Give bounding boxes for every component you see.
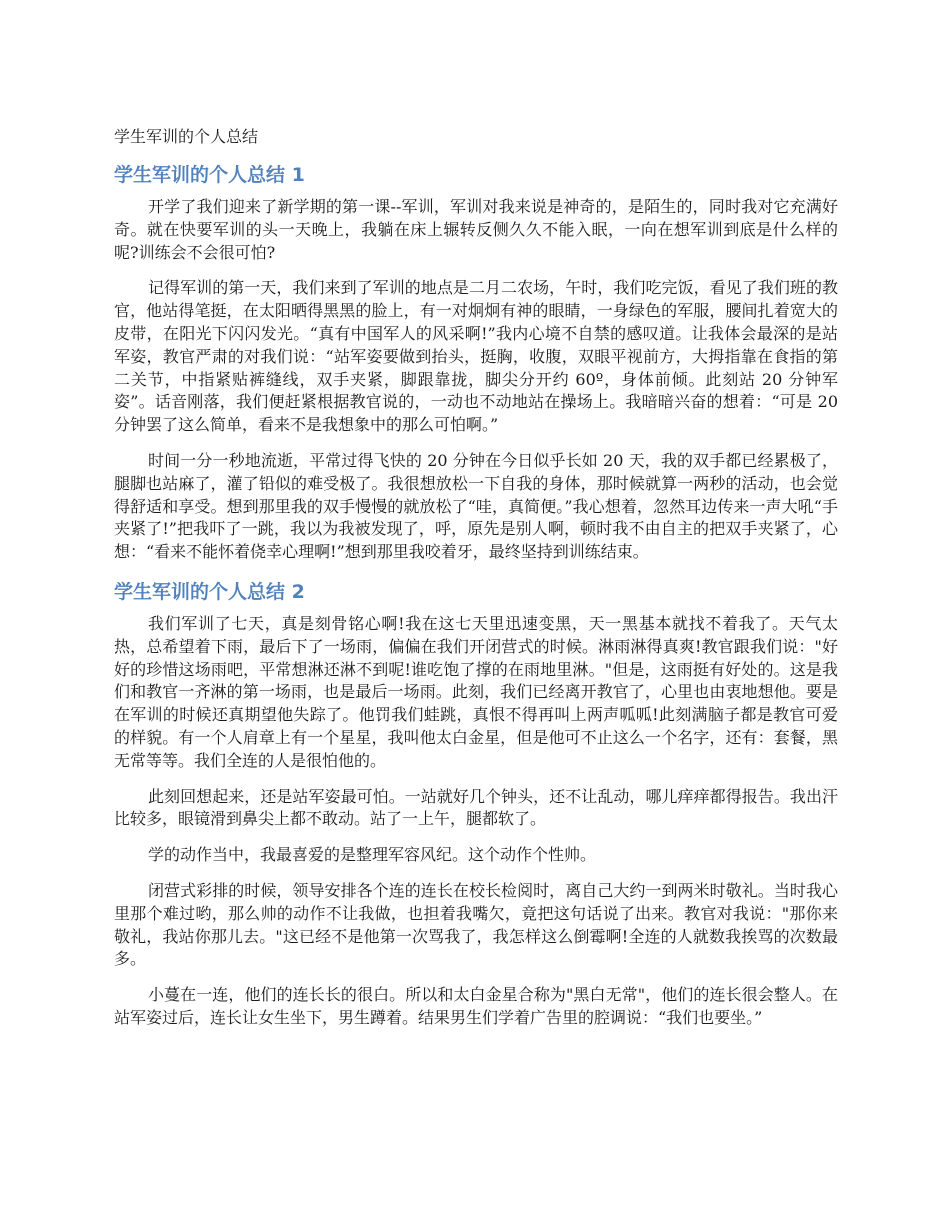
section-2 xyxy=(114,577,838,1030)
section-heading: 学生军训的个人总结 2 xyxy=(114,580,305,603)
paragraph: 开学了我们迎来了新学期的第一课--军训，军训对我来说是神奇的，是陌生的，同时我对它充满好奇。就在快要军训的头一天晚上，我躺在床上辗转反侧久久不能入眠，一向在想军训到底是什么样的呢?训练会不会很可怕? xyxy=(114,197,838,262)
paragraph: 小蔓在一连，他们的连长长的很白。所以和太白金星合称为"黑白无常"，他们的连长很会整人。在站军姿过后，连长让女生坐下，男生蹲着。结果男生们学着广告里的腔调说：“我们也要坐。” xyxy=(114,985,838,1027)
paragraph: 闭营式彩排的时候，领导安排各个连的连长在校长检阅时，离自己大约一到两米时敬礼。当时我心里那个难过哟，那么帅的动作不让我做，也担着我嘴欠，竟把这句话说了出来。教官对我说："那你来敬礼，我站你那儿去。"这已经不是他第一次骂我了，我怎样这么倒霉啊!全连的人就数我挨骂的次数最多。 xyxy=(114,880,838,969)
paragraph: 学的动作当中，我最喜爱的是整理军容风纪。这个动作个性帅。 xyxy=(148,845,597,865)
paragraph: 记得军训的第一天，我们来到了军训的地点是二月二农场，午时，我们吃完饭，看见了我们班的教官，他站得笔挺，在太阳晒得黑黑的脸上，有一对炯炯有神的眼睛，一身绿色的军服，腰间扎着宽大的皮带，在阳光下闪闪发光。“真有中国军人的风采啊!”我内心境不自禁的感叹道。让我体会最深的是站军姿，教官严肃的对我们说：“站军姿要做到抬头，挺胸，收腹，双眼平视前方，大拇指靠在食指的第二关节，中指紧贴裤缝线，双手夹紧，脚跟靠拢，脚尖分开约 60º，身体前倾。此刻站 20 分钟军姿”。话音刚落，我们便赶紧根据教官说的，一动也不动地站在操场上。我暗暗兴奋的想着：“可是 20 分钟罢了这么简单，看来不是我想象中的那么可怕啊。” xyxy=(114,278,838,435)
document-page xyxy=(114,124,838,1043)
section-1 xyxy=(114,160,838,564)
paragraph: 时间一分一秒地流逝，平常过得飞快的 20 分钟在今日似乎长如 20 天，我的双手都已经累极了，腿脚也站麻了，灌了铅似的难受极了。我很想放松一下自我的身体，那时候就算一两秒的活动，也会觉得舒适和享受。想到那里我的双手慢慢的就放松了“哇，真简便。”我心想着，忽然耳边传来一声大吼“手夹紧了!”把我吓了一跳，我以为我被发现了，呼，原先是别人啊，顿时我不由自主的把双手夹紧了，心想：“看来不能怀着侥幸心理啊!”想到那里我咬着牙，最终坚持到训练结束。 xyxy=(114,450,838,562)
paragraph: 我们军训了七天，真是刻骨铭心啊!我在这七天里迅速变黑，天一黑基本就找不着我了。天气太热，总希望着下雨，最后下了一场雨，偏偏在我们开闭营式的时候。淋雨淋得真爽!教官跟我们说："好好的珍惜这场雨吧，平常想淋还淋不到呢!谁吃饱了撑的在雨地里淋。"但是，这雨挺有好处的。这是我们和教官一齐淋的第一场雨，也是最后一场雨。此刻，我们已经离开教官了，心里也由衷地想他。要是在军训的时候还真期望他失踪了。他罚我们蛙跳，真恨不得再叫上两声呱呱!此刻满脑子都是教官可爱的样貌。有一个人肩章上有一个星星，我叫他太白金星，但是他可不止这么一个名字，还有：套餐，黑无常等等。我们全连的人是很怕他的。 xyxy=(114,613,838,770)
paragraph: 此刻回想起来，还是站军姿最可怕。一站就好几个钟头，还不让乱动，哪儿痒痒都得报告。我出汗比较多，眼镜滑到鼻尖上都不敢动。站了一上午，腿都软了。 xyxy=(114,786,838,829)
document-title: 学生军训的个人总结 xyxy=(114,127,259,146)
section-heading: 学生军训的个人总结 1 xyxy=(114,164,305,186)
